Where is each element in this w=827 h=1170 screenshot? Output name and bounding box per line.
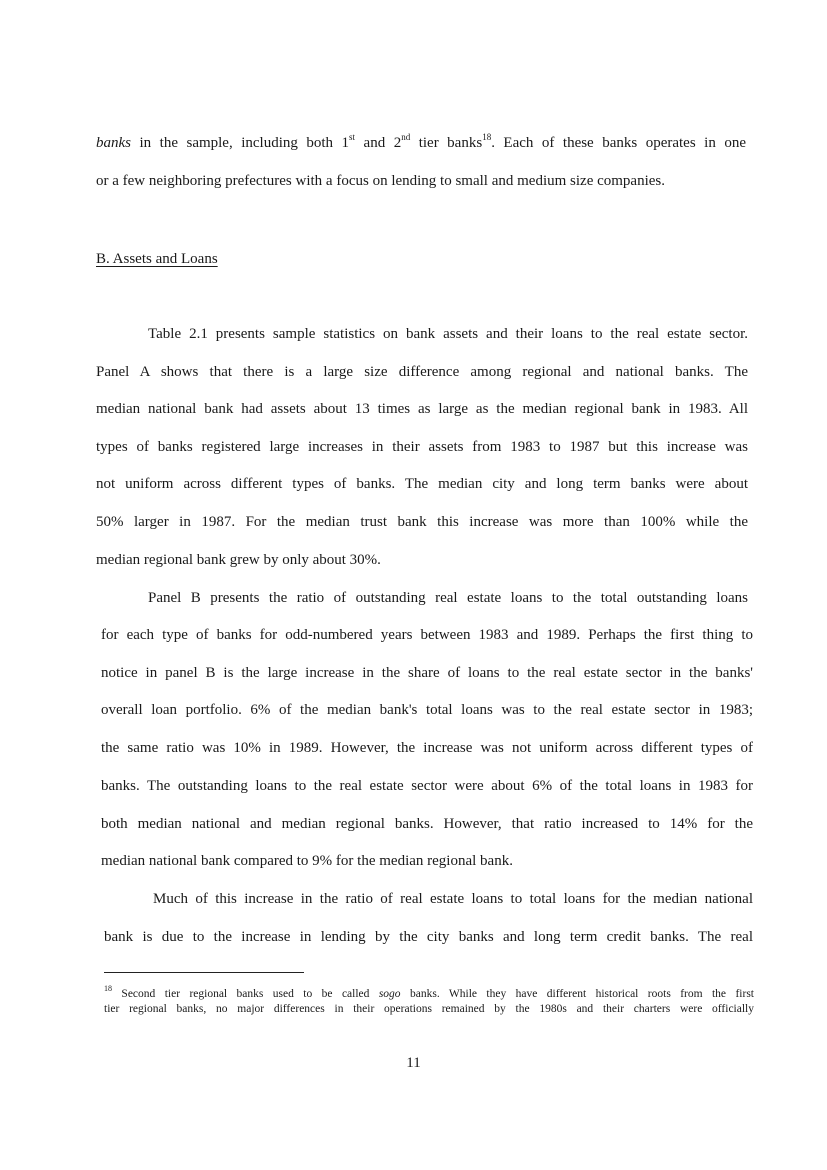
para2-line-7: both median national and median regional banks. However, that ratio increased to 14% for the [101,816,753,832]
para1-line-3: median national bank had assets about 13 times as large as the median regional bank in 1983. All [96,401,748,417]
footnote-text-b: banks. While they have different historical roots from the first [400,988,754,1000]
superscript-nd: nd [401,132,411,142]
intro-text-d: . Each of these banks operates in one [491,135,746,151]
intro-text-c: tier banks [410,135,483,151]
footnote-text-a: Second tier regional banks used to be called [112,988,379,1000]
para2-line-4: overall loan portfolio. 6% of the median bank's total loans was to the real estate sector in 1983; [101,702,753,718]
footnote-ref-18: 18 [482,132,492,142]
intro-text-a: in the sample, including both 1 [131,135,350,151]
page-number: 11 [406,1055,421,1071]
para1-line-5: not uniform across different types of banks. The median city and long term banks were about [96,476,748,492]
para2-line-6: banks. The outstanding loans to the real estate sector were about 6% of the total loans in 1983 for [101,778,753,794]
footnote-marker: 18 [104,984,112,994]
footnote-line-2: tier regional banks, no major differences in their operations remained by the 1980s and their charters were officially [104,1003,754,1015]
para1-line-2: Panel A shows that there is a large size difference among regional and national banks. The [96,364,748,380]
para2-line-2: for each type of banks for odd-numbered years between 1983 and 1989. Perhaps the first thing to [101,627,753,643]
para3-line-2: bank is due to the increase in lending by the city banks and long term credit banks. The real [104,929,753,945]
intro-text-b: and 2 [355,135,402,151]
intro-line-1 [96,134,746,152]
para1-line-6: 50% larger in 1987. For the median trust bank this increase was more than 100% while the [96,514,748,530]
footnote-line-1 [104,984,754,1001]
para2-line-1: Panel B presents the ratio of outstanding real estate loans to the total outstanding loans [148,590,748,606]
para2-line-5: the same ratio was 10% in 1989. However, the increase was not uniform across different types of [101,740,753,756]
intro-banks-italic: banks [96,135,131,151]
footnote-sogo-italic: sogo [378,988,401,1000]
section-heading: B. Assets and Loans [96,251,218,267]
intro-line-2: or a few neighboring prefectures with a focus on lending to small and medium size companies. [96,173,666,189]
footnote-separator [104,972,304,973]
para1-line-4: types of banks registered large increases in their assets from 1983 to 1987 but this increase was [96,439,748,455]
para2-line-3: notice in panel B is the large increase in the share of loans to the real estate sector in the banks' [101,665,753,681]
para3-line-1: Much of this increase in the ratio of real estate loans to total loans for the median national [153,891,753,907]
para1-line-1: Table 2.1 presents sample statistics on bank assets and their loans to the real estate sector. [148,326,748,342]
para1-line-7: median regional bank grew by only about 30%. [96,552,381,568]
para2-line-8: median national bank compared to 9% for the median regional bank. [101,853,513,869]
superscript-st: st [349,132,356,142]
